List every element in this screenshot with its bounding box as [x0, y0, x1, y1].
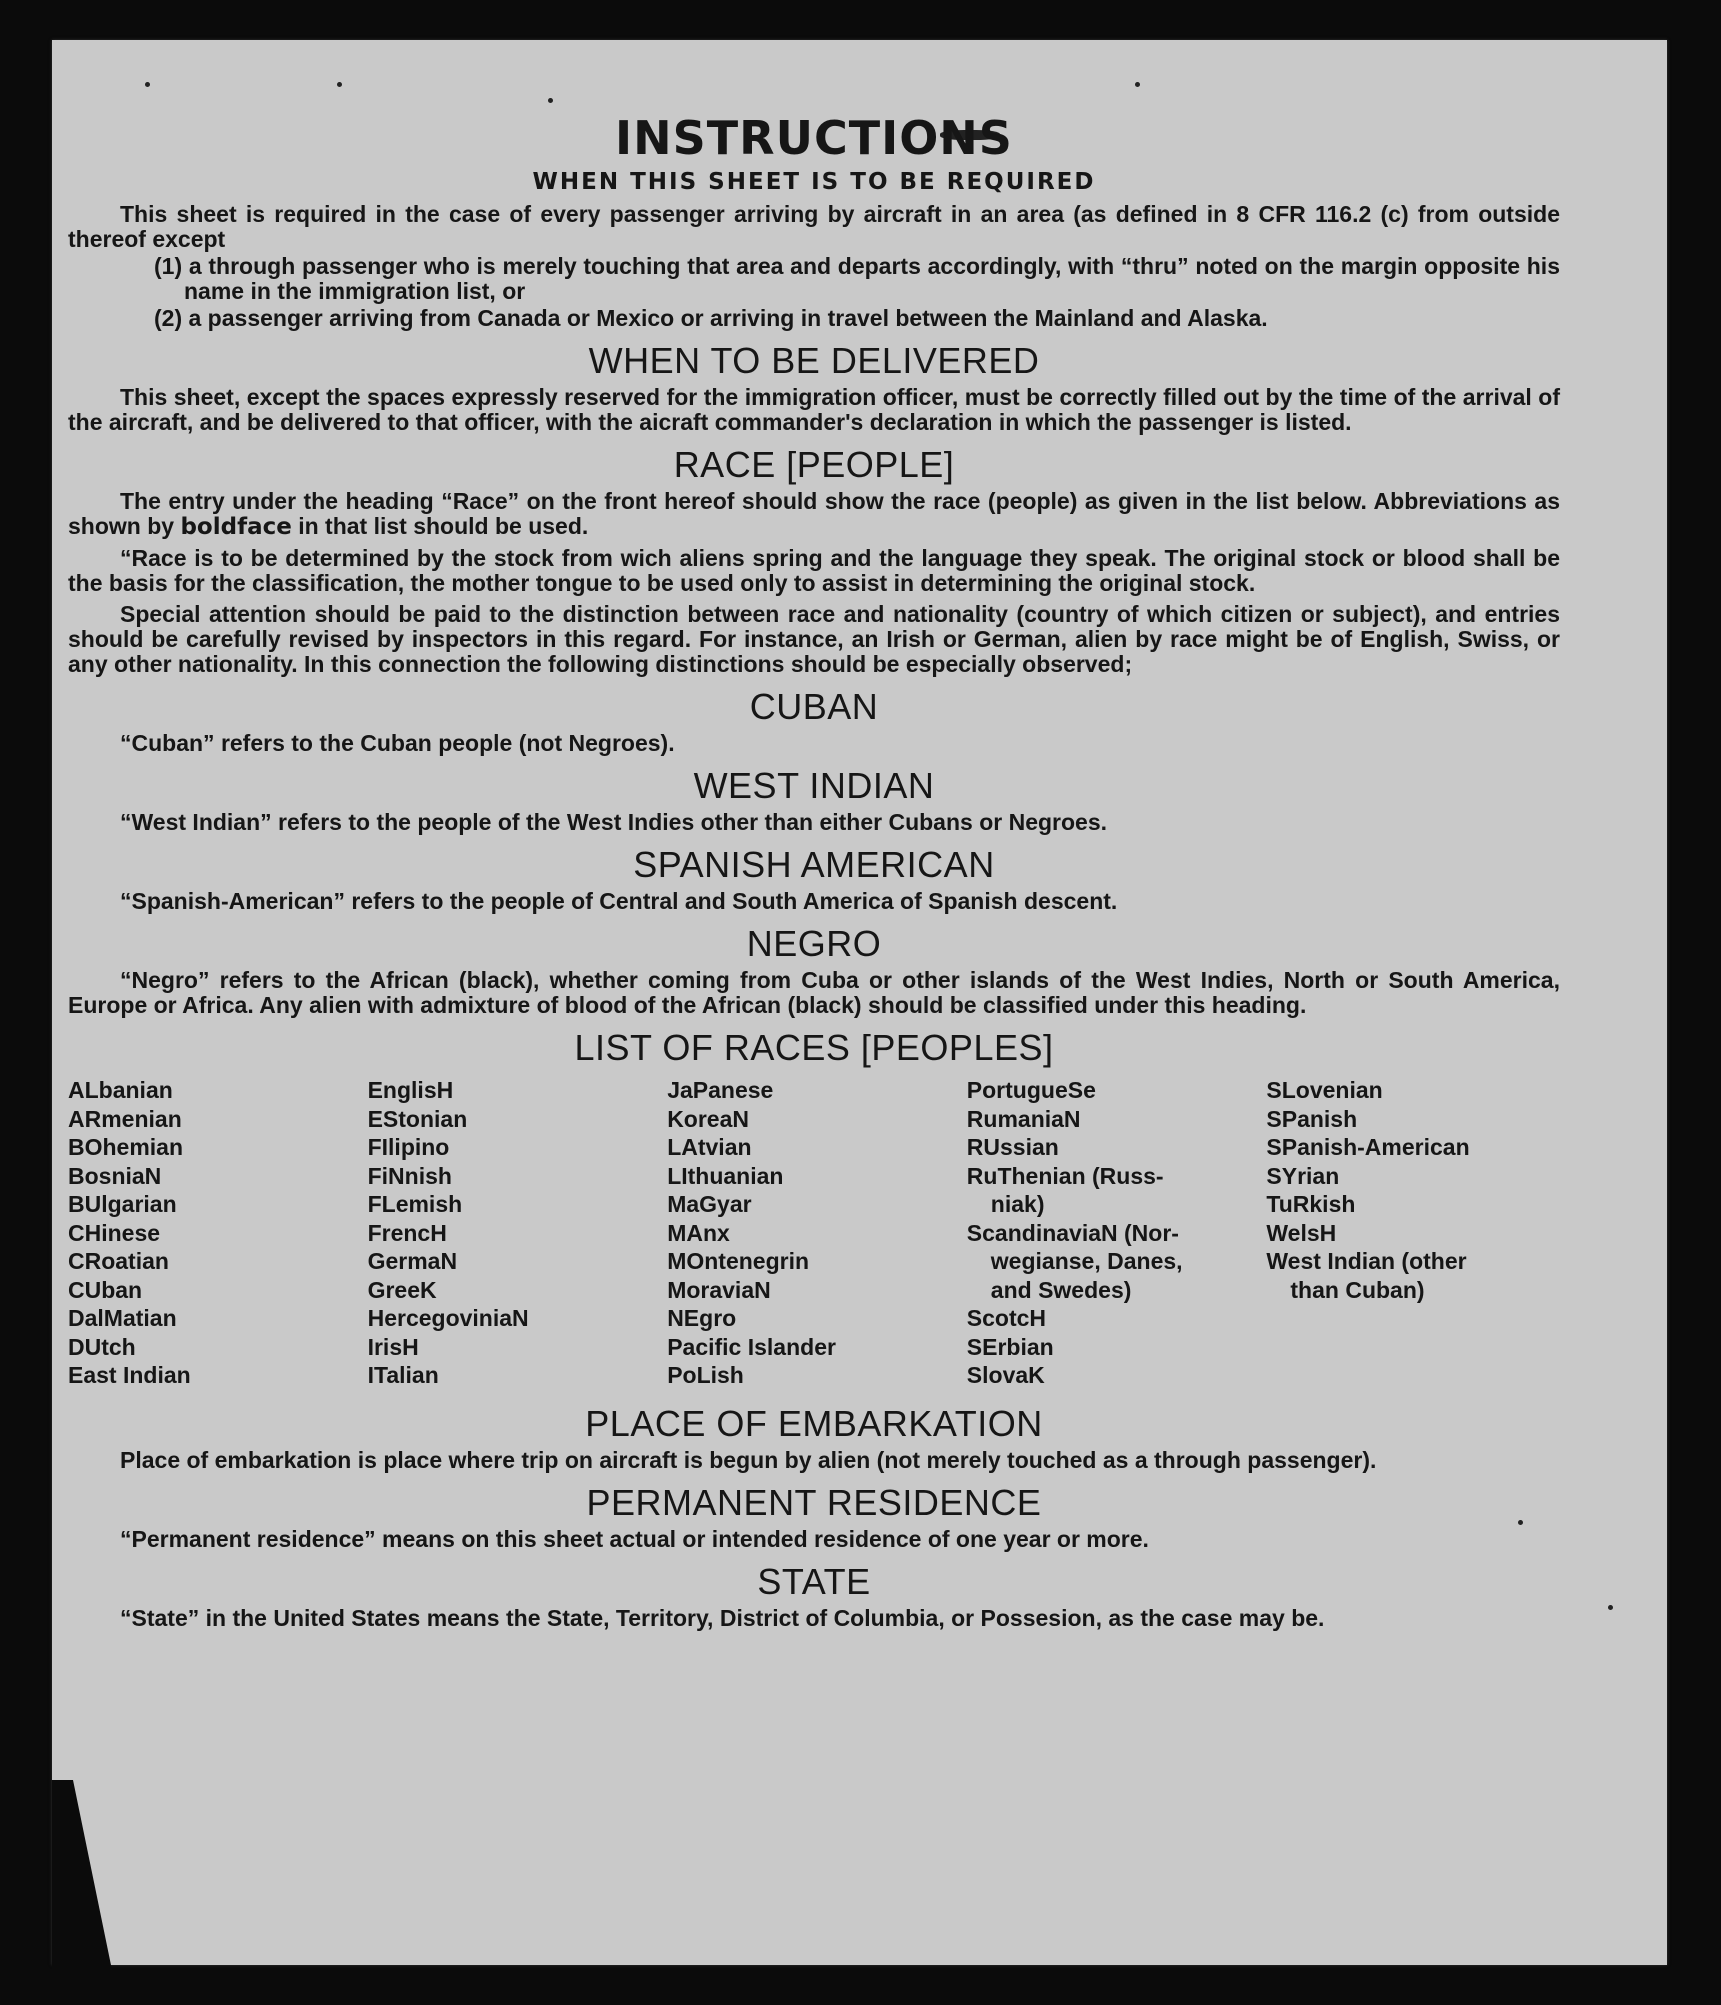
race-column — [68, 1076, 362, 1390]
residence-text: “Permanent residence” means on this sheet actual or intended residence of one year or more. — [120, 1525, 1149, 1552]
race-list-item: than Cuban) — [1290, 1276, 1425, 1303]
race-list-item: BosniaN — [68, 1162, 162, 1189]
race-list-item: LAtvian — [667, 1134, 752, 1160]
race-p1-bold: boldface — [180, 514, 292, 540]
race-column — [667, 1076, 961, 1390]
race-list-item: FrencH — [367, 1219, 447, 1246]
race-list-item: TuRkish — [1266, 1191, 1356, 1217]
instructions-content — [68, 110, 1560, 1637]
race-list-item: IrisH — [367, 1333, 419, 1360]
race-list-item: BUlgarian — [68, 1191, 177, 1217]
spanish-american-text: “Spanish-American” refers to the people of Central and South America of Spanish descent. — [120, 888, 1118, 914]
race-list-item: West Indian (other — [1266, 1248, 1467, 1274]
cuban-text: “Cuban” refers to the Cuban people (not Negroes). — [120, 730, 675, 756]
race-list-item: SPanish — [1266, 1105, 1358, 1132]
race-list-item: PortugueSe — [966, 1077, 1096, 1103]
race-list-item: MoraviaN — [667, 1276, 771, 1303]
section-heading-race-list: LIST OF RACES [PEOPLES] — [574, 1027, 1054, 1068]
race-list-item: CUban — [68, 1276, 143, 1303]
section-heading-race: RACE [PEOPLE] — [673, 444, 955, 485]
race-column — [1266, 1076, 1560, 1390]
race-list-item: RumaniaN — [966, 1105, 1081, 1132]
west-indian-text: “West Indian” refers to the people of the West Indies other than either Cubans or Negroes. — [120, 809, 1108, 835]
race-list-item: SPanish-American — [1266, 1134, 1470, 1160]
race-list-item: NEgro — [667, 1305, 737, 1331]
race-list-item: KoreaN — [667, 1105, 749, 1132]
section-heading-residence: PERMANENT RESIDENCE — [586, 1481, 1042, 1523]
race-list-item: GermaN — [367, 1248, 458, 1274]
race-list-item: Pacific Islander — [667, 1333, 836, 1360]
section-heading-spanish-american: SPANISH AMERICAN — [633, 844, 995, 885]
intro-text: This sheet is required in the case of every passenger arriving by aircraft in an area (as defined in 8 CFR 116.2 (c) from outside thereof except — [68, 201, 1560, 252]
race-list-item: HercegoviniaN — [367, 1305, 529, 1331]
race-list-item: FIlipino — [367, 1134, 450, 1160]
negro-text: “Negro” refers to the African (black), whether coming from Cuba or other islands of the West Indies, North or South America, Europe or Africa. Any alien with admixture of blood of the African (black) should be classified under this heading. — [68, 967, 1560, 1018]
race-list-item: niak) — [990, 1191, 1045, 1217]
delivered-text: This sheet, except the spaces expressly reserved for the immigration officer, must be correctly filled out by the time of the arrival of the aircraft, and be delivered to that officer, with the aicraft commander's declaration in which the passenger is listed. — [68, 384, 1560, 435]
race-column — [967, 1076, 1261, 1390]
race-list-item: FLemish — [367, 1191, 463, 1217]
section-heading-negro: NEGRO — [746, 923, 882, 964]
race-paragraph-3: Special attention should be paid to the distinction between race and nationality (country of which citizen or subject), and entries should be carefully revised by inspectors in this regard. For instance, an Irish or German, alien by race might be of English, Swiss, or any other nationality. In this connection the following distinctions should be especially observed; — [68, 601, 1560, 677]
exception-2: (2) a passenger arriving from Canada or Mexico or arriving in travel between the Mainland and Alaska. — [154, 305, 1268, 331]
race-list — [68, 1076, 1560, 1390]
race-column — [368, 1076, 662, 1390]
race-list-item: DUtch — [68, 1333, 136, 1360]
race-list-item: CHinese — [68, 1219, 161, 1246]
race-list-item: SYrian — [1266, 1162, 1340, 1189]
race-list-item: BOhemian — [68, 1134, 184, 1160]
race-list-item: SErbian — [966, 1333, 1054, 1360]
section-heading-state: STATE — [757, 1560, 871, 1602]
section-heading-cuban: CUBAN — [749, 686, 879, 727]
section-heading-embarkation: PLACE OF EMBARKATION — [585, 1402, 1043, 1444]
race-paragraph-1 — [68, 489, 1560, 540]
race-list-item: ScotcH — [966, 1305, 1047, 1331]
race-list-item: DalMatian — [68, 1305, 177, 1331]
race-list-item: GreeK — [367, 1276, 437, 1303]
race-list-item: MaGyar — [667, 1191, 752, 1217]
race-list-item: SLovenian — [1266, 1077, 1383, 1103]
race-list-item: ScandinaviaN (Nor- — [966, 1219, 1179, 1246]
race-list-item: ARmenian — [68, 1105, 182, 1132]
exception-1: (1) a through passenger who is merely touching that area and departs accordingly, with “thru” noted on the margin opposite his name in the immigration list, or — [154, 253, 1560, 304]
race-list-item: WelsH — [1266, 1219, 1337, 1246]
race-list-item: LIthuanian — [667, 1162, 784, 1189]
race-list-item: ALbanian — [68, 1077, 173, 1103]
race-list-item: RUssian — [966, 1134, 1059, 1160]
race-list-item: RuThenian (Russ- — [966, 1162, 1164, 1189]
race-list-item: East Indian — [68, 1362, 191, 1388]
race-paragraph-2: “Race is to be determined by the stock from wich aliens spring and the language they speak. The original stock or blood shall be the basis for the classification, the mother tongue to be used only to assist in determining the original stock. — [68, 545, 1560, 596]
race-list-item: CRoatian — [68, 1248, 169, 1274]
state-text: “State” in the United States means the State, Territory, District of Columbia, or Possesion, as the case may be. — [120, 1604, 1325, 1631]
race-list-item: EStonian — [367, 1105, 468, 1132]
race-list-item: MAnx — [667, 1219, 730, 1246]
race-list-item: JaPanese — [667, 1077, 774, 1103]
race-list-item: SlovaK — [966, 1362, 1045, 1388]
race-list-item: EnglisH — [367, 1077, 454, 1103]
page-title: INSTRUCTIONS — [615, 111, 1013, 165]
race-p1-before: The entry under the heading “Race” on the front hereof should show the race (people) as given in the list below. Abbreviations as shown by — [68, 488, 1560, 539]
race-list-item: FiNnish — [367, 1162, 452, 1189]
section-heading-west-indian: WEST INDIAN — [693, 765, 935, 806]
section-heading-delivered: WHEN TO BE DELIVERED — [588, 340, 1040, 381]
race-list-item: and Swedes) — [990, 1276, 1132, 1303]
embarkation-text: Place of embarkation is place where trip on aircraft is begun by alien (not merely touched as a through passenger). — [120, 1446, 1377, 1473]
page-subtitle: WHEN THIS SHEET IS TO BE REQUIRED — [532, 169, 1096, 195]
race-list-item: MOntenegrin — [667, 1248, 810, 1274]
race-list-item: PoLish — [667, 1362, 744, 1388]
race-list-item: wegianse, Danes, — [990, 1248, 1183, 1274]
race-p1-after: in that list should be used. — [298, 513, 589, 539]
race-list-item: ITalian — [367, 1362, 439, 1388]
